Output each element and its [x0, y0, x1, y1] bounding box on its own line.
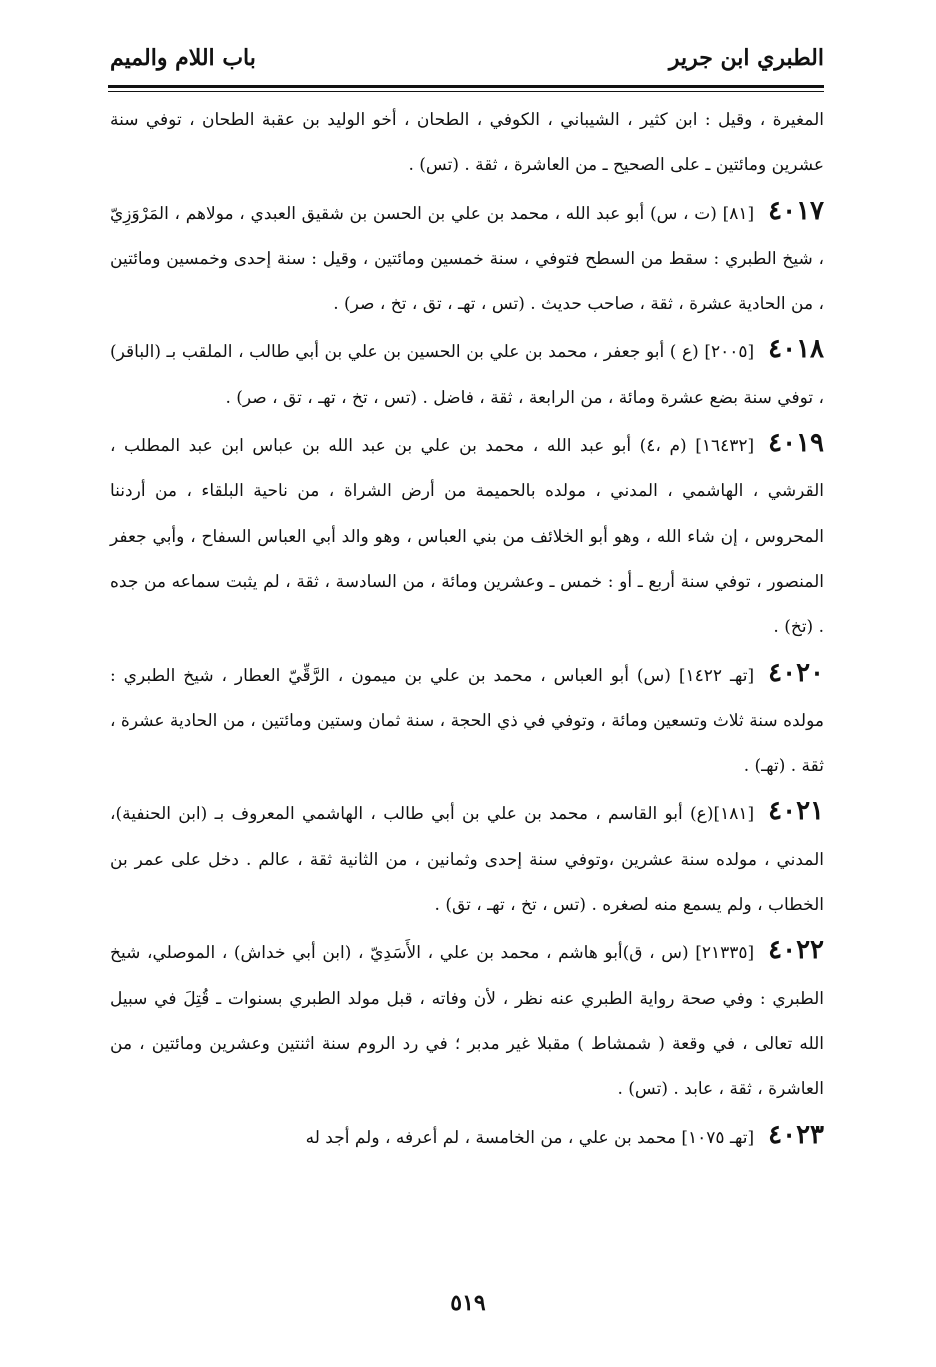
header-chapter-title: باب اللام والميم — [110, 45, 256, 71]
entry-text: المغيرة ، وقيل : ابن كثير ، الشيباني ، الكوفي ، الطحان ، أخو الوليد بن عقبة الطحان ، توفي سنة عشرين ومائتين ـ على الصحيح ـ من العاشرة ، ثقة . (تس) . — [110, 110, 824, 176]
entry-4020 — [110, 651, 824, 790]
header-book-title: الطبري ابن جرير — [668, 45, 824, 71]
entry-text: [٢١٣٣٥] (س ، ق)أبو هاشم ، محمد بن علي ، الأَسَدِيّ ، (ابن أبي خداش) ، الموصلي، شيخ الطبري : وفي صحة رواية الطبري عنه نظر ، لأن وفاته ، قبل مولد الطبري بسنوات ـ قُتِلَ في سبيل الله تعالى ، في وقعة ( شمشاط ) مقبلا غير مدبر ؛ في رد الروم سنة اثنتين وعشرين ومائتين ، من العاشرة ، ثقة ، عابد . (تس) . — [110, 943, 824, 1100]
header-rule-thick — [108, 85, 824, 88]
entry-text: [١٦٤٣٢] (م ،٤) أبو عبد الله ، محمد بن علي بن عبد الله بن عباس ابن عبد المطلب ، القرشي ، الهاشمي ، المدني ، مولده بالحميمة من أرض الشراة ، من ناحية البلقاء ، من أردننا المحروس ، إن شاء الله ، وهو أبو الخلائف من بني العباس ، وهو والد أبي العباس السفاح ، وأبي جعفر المنصور ، توفي سنة أربع ـ أو : خمس ـ وعشرين ومائة ، من السادسة ، ثقة ، لم يثبت سماعه من جده . (تخ) . — [110, 436, 824, 638]
entry-number: ٤٠٢١ — [768, 796, 824, 827]
entry-number: ٤٠٢٢ — [768, 935, 824, 966]
entry-4023 — [110, 1113, 824, 1161]
main-text — [110, 98, 824, 1161]
entry-text: [٢٠٠٥] (ع ) أبو جعفر ، محمد بن علي بن الحسين بن علي بن أبي طالب ، الملقب بـ (الباقر) ، توفي سنة بضع عشرة ومائة ، من الرابعة ، ثقة ، فاضل . (تس ، تخ ، تهـ ، تق ، صر) . — [110, 342, 824, 408]
entry-4017 — [110, 189, 824, 328]
entry-continuation — [110, 98, 824, 189]
entry-text: [٨١] (ت ، س) أبو عبد الله ، محمد بن علي بن الحسن بن شقيق العبدي ، مولاهم ، المَرْوَزِيّ ، شيخ الطبري : سقط من السطح فتوفي ، سنة خمسين ومائتين ، وقيل : سنة إحدى وخمسين ومائتين ، من الحادية عشرة ، ثقة ، صاحب حديث . (تس ، تهـ ، تق ، تخ ، صر) . — [110, 203, 824, 315]
entry-4018 — [110, 327, 824, 421]
entry-4021 — [110, 789, 824, 928]
entry-number: ٤٠٢٣ — [768, 1119, 824, 1150]
entry-text: [تهـ ١٠٧٥] محمد بن علي ، من الخامسة ، لم أعرفه ، ولم أجد له — [305, 1127, 755, 1148]
entry-4022 — [110, 928, 824, 1112]
running-header — [110, 38, 824, 78]
entry-4019 — [110, 421, 824, 650]
entry-number: ٤٠١٩ — [768, 428, 824, 459]
page-number: ٥١٩ — [450, 1290, 486, 1316]
header-rule-thin — [108, 91, 824, 92]
entry-number: ٤٠١٧ — [768, 195, 824, 226]
entry-text: [تهـ ١٤٢٢] (س) أبو العباس ، محمد بن علي بن ميمون ، الرَّقِّيّ العطار ، شيخ الطبري : مولده سنة ثلاث وتسعين ومائة ، وتوفي في ذي الحجة ، سنة ثمان وستين ومائتين ، من الحادية عشرة ، ثقة . (تهـ) . — [110, 665, 824, 777]
entry-text: [١٨١](ع) أبو القاسم ، محمد بن علي بن أبي طالب ، الهاشمي المعروف بـ (ابن الحنفية)، المدني ، مولده سنة عشرين ،وتوفي سنة إحدى وثمانين ، من الثانية ثقة ، عالم . دخل على عمر بن الخطاب ، ولم يسمع منه لصغره . (تس ، تخ ، تهـ ، تق) . — [110, 804, 824, 916]
entry-number: ٤٠٢٠ — [768, 657, 824, 688]
entry-number: ٤٠١٨ — [768, 334, 824, 365]
